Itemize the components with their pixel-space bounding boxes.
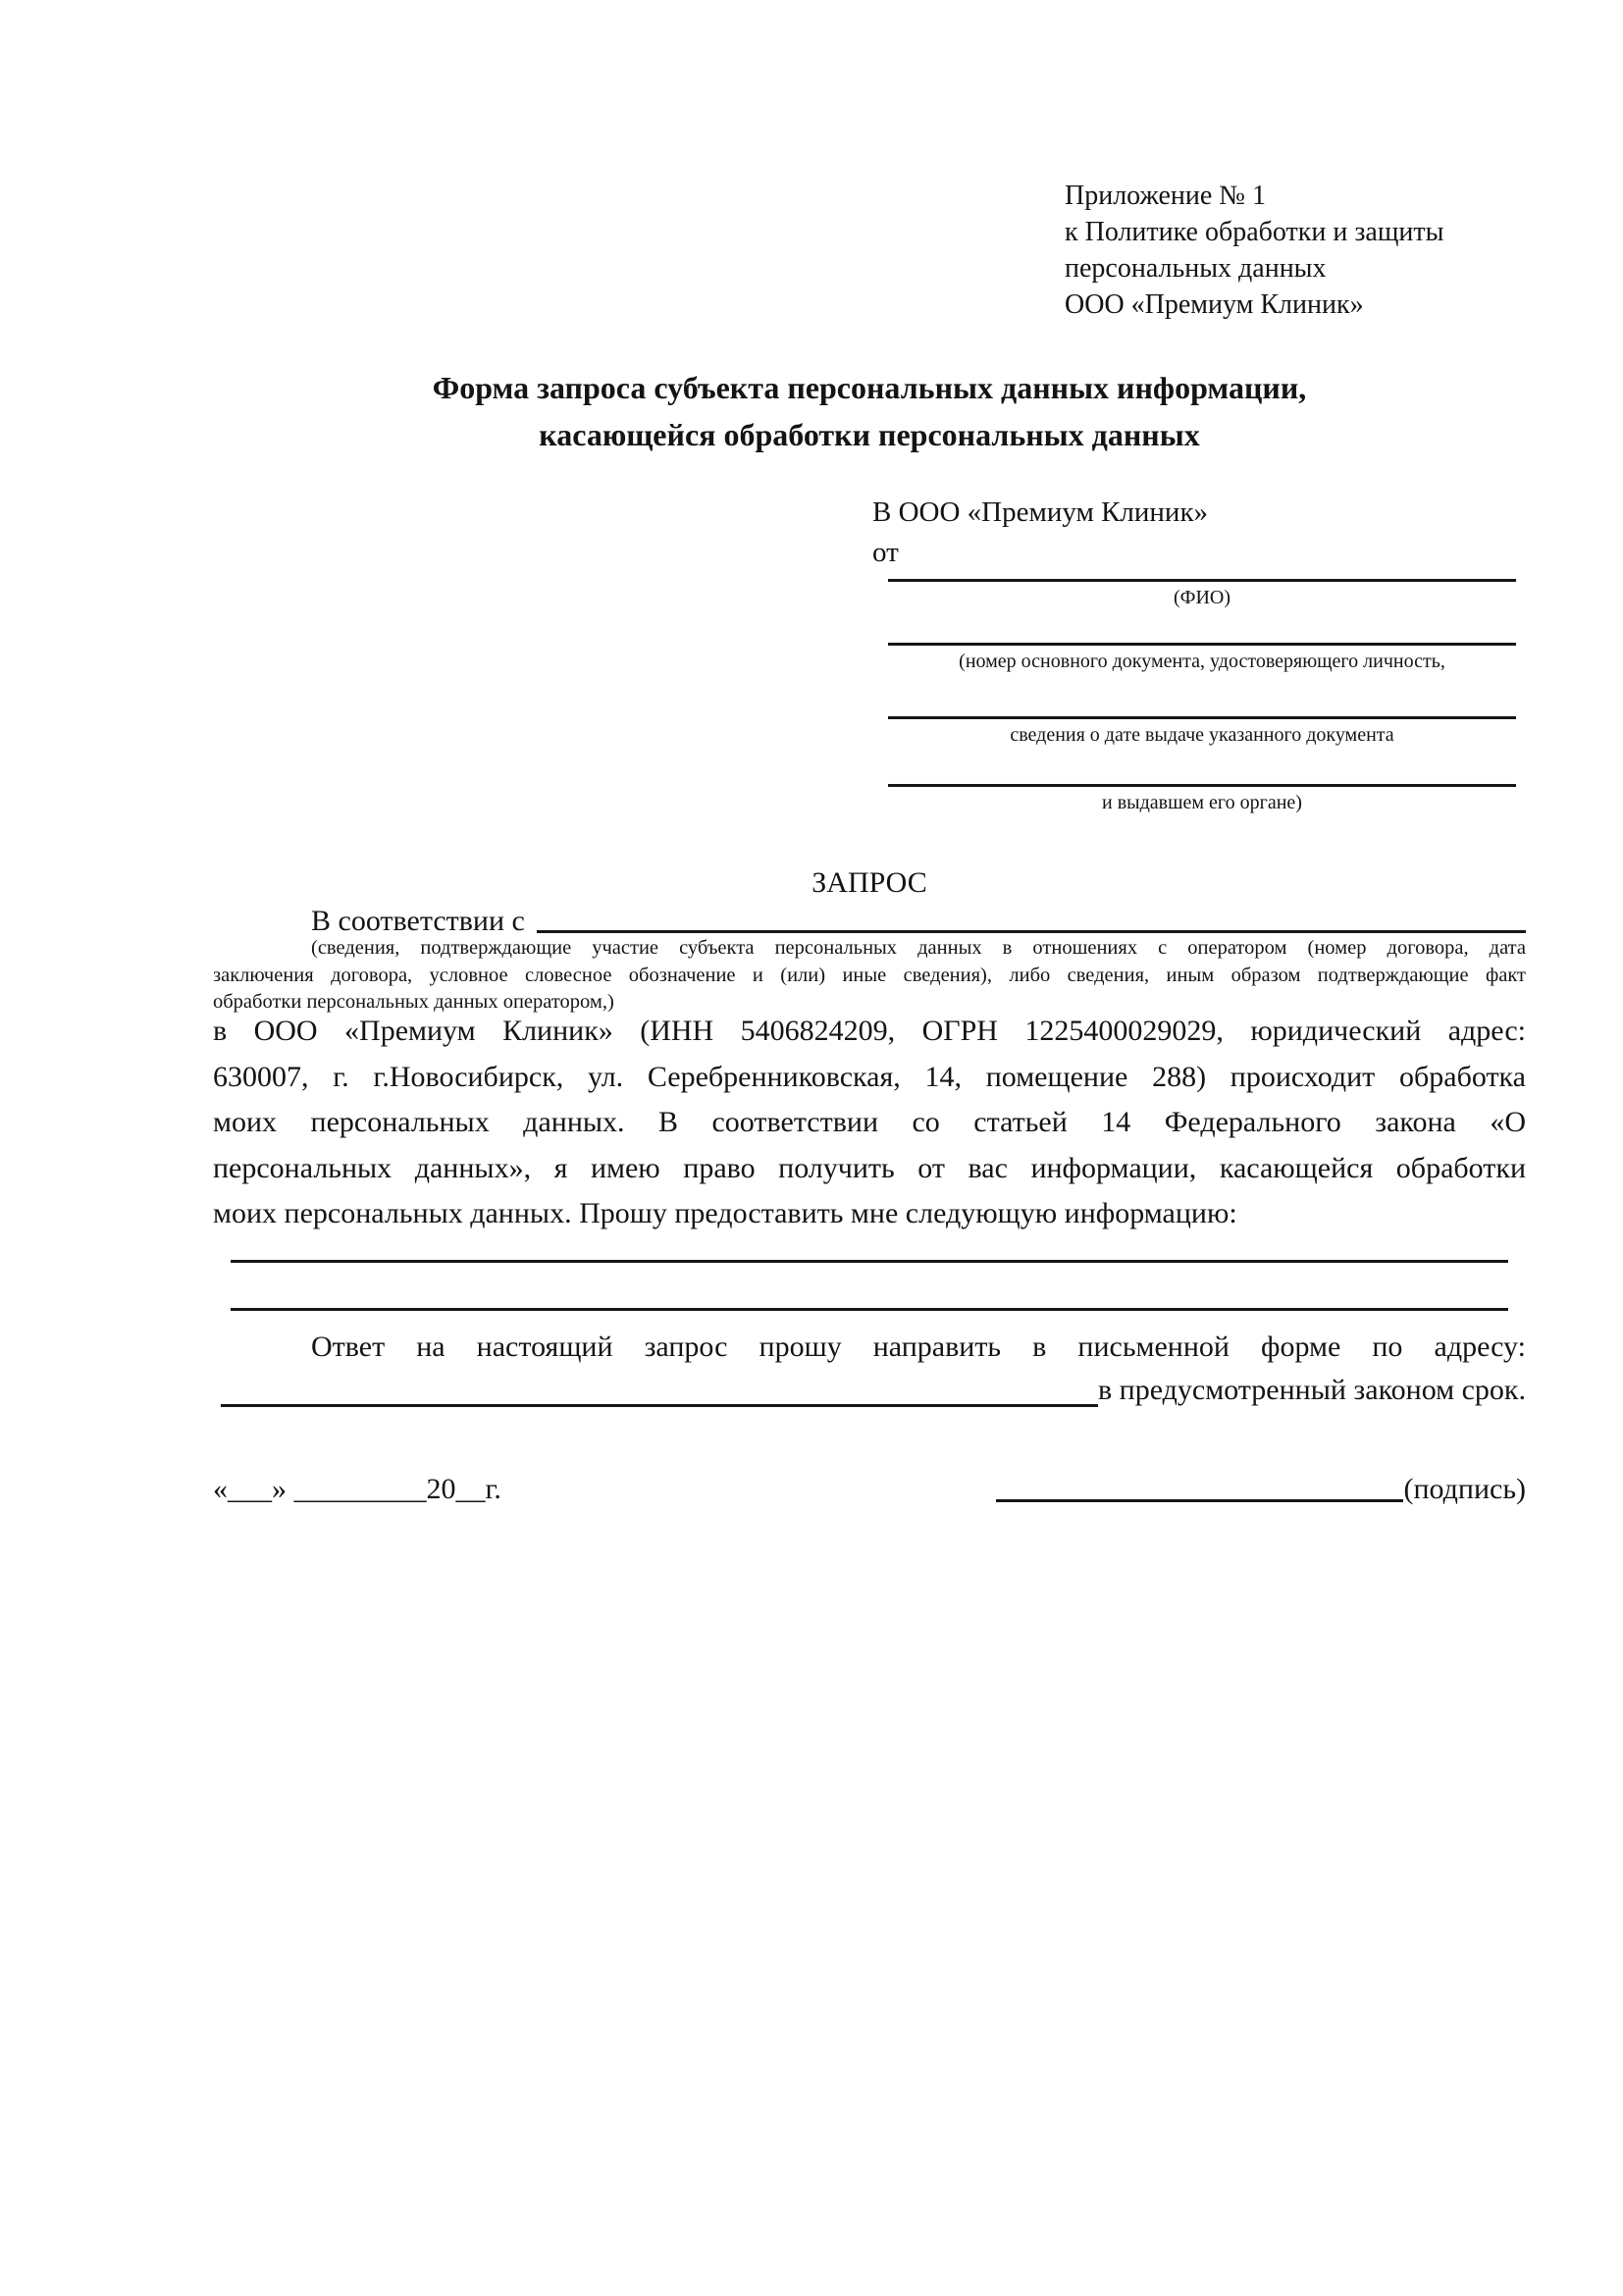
body-line: моих персональных данных. Прошу предоставить мне следующую информацию: [213,1197,1237,1229]
addressee-to: В ООО «Премиум Клиник» [872,496,1209,528]
answer-term-line [213,1368,1526,1413]
document-number-caption: (номер основного документа, удостоверяющего личность, [959,651,1445,672]
answer-term-text: в предусмотренный законом срок. [1098,1374,1526,1406]
appendix-line: Приложение № 1 [1065,181,1266,211]
document-title [213,364,1526,458]
document-number-fill-line [888,643,1516,646]
lead-note-line: обработки персональных данных оператором,) [213,991,614,1013]
lead-fill-line [537,905,1526,933]
lead-line [213,905,1526,938]
issue-date-caption: сведения о дате выдаче указанного документа [1010,724,1394,746]
body-line: 630007, г. г.Новосибирск, ул. Серебренниковская, 14, помещение 288) происходит обработка [213,1060,1526,1093]
fio-fill-line [888,579,1516,582]
lead-note-line: заключения договора, условное словесное обозначение и (или) иные сведения), либо сведения, иным образом подтверждающие факт [213,964,1526,986]
body-line: в ООО «Премиум Клиник» (ИНН 5406824209, ОГРН 1225400029029, юридический адрес: [213,1015,1526,1047]
request-heading: ЗАПРОС [812,866,927,899]
fio-caption: (ФИО) [1173,587,1230,608]
answer-address-line: Ответ на настоящий запрос прошу направить в письменной форме по адресу: [311,1331,1526,1363]
appendix-line: ООО «Премиум Клиник» [1065,289,1364,320]
address-fill-line [221,1368,1098,1407]
appendix-line: к Политике обработки и защиты [1065,217,1444,247]
information-fill-line-1 [231,1260,1508,1263]
signature-group [996,1470,1526,1509]
body-line: персональных данных», я имею право получить от вас информации, касающейся обработки [213,1151,1526,1184]
issuing-authority-caption: и выдавшем его органе) [1102,792,1302,813]
date-placeholder: «___» _________20__г. [213,1473,501,1505]
body-line: моих персональных данных. В соответствии со статьей 14 Федерального закона «О [213,1106,1526,1138]
appendix-line: персональных данных [1065,253,1327,284]
body-paragraph [213,1009,1526,1237]
document-title-line: Форма запроса субъекта персональных данных информации, [432,370,1307,405]
issuing-authority-fill-line [888,784,1516,787]
date-signature-row [213,1470,1526,1509]
lead-text: В соответствии с [311,905,525,937]
addressee-from: от [872,537,899,568]
lead-note-line: (сведения, подтверждающие участие субъекта персональных данных в отношениях с оператором (номер договора, дата [311,937,1526,959]
appendix-block [1065,178,1443,323]
issue-date-fill-line [888,716,1516,719]
lead-note [213,935,1526,1017]
information-fill-line-2 [231,1308,1508,1311]
document-title-line: касающейся обработки персональных данных [539,417,1200,452]
signature-caption: (подпись) [1403,1473,1526,1505]
signature-fill-line [996,1499,1403,1502]
